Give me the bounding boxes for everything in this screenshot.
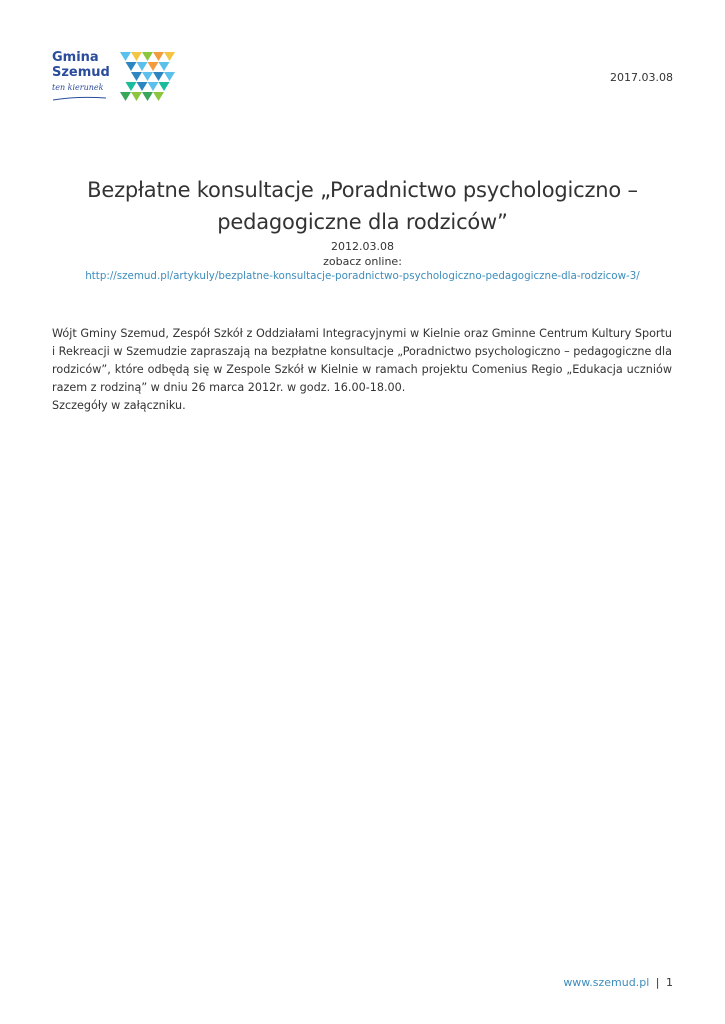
print-date: 2017.03.08 [610,71,673,84]
logo-line-2: Szemud [52,65,110,80]
page-footer [563,976,673,989]
triangle-mosaic-icon [120,52,176,102]
see-online-label: zobacz online: [323,255,402,268]
article-paragraph: Wójt Gminy Szemud, Zespół Szkół z Oddziałami Integracyjnymi w Kielnie oraz Gminne Centrum Kultury Sportu i Rekreacji w Szemudzie zapraszają na bezpłatne konsultacje „Poradnictwo psychologiczno – pedagogiczne dla rodziców”, które odbędą się w Zespole Szkół w Kielnie w ramach projektu Comenius Regio „Edukacja uczniów razem z rodziną” w dniu 26 marca 2012r. w godz. 16.00-18.00. [52,327,672,394]
logo-line-1: Gmina [52,50,99,65]
article-note: Szczegóły w załączniku. [52,399,186,412]
gmina-szemud-logo [52,50,182,105]
footer-separator: | [655,976,660,989]
article-body [52,325,672,415]
article-url-link[interactable]: http://szemud.pl/artykuly/bezplatne-konsultacje-poradnictwo-psychologiczno-pedagogiczne-dla-rodzicow-3/ [85,270,640,282]
logo-wordmark [52,50,122,92]
logo-tagline: ten kierunek [52,83,104,92]
footer-site-link[interactable]: www.szemud.pl [563,976,650,989]
article-meta [30,239,695,284]
article-title: Bezpłatne konsultacje „Poradnictwo psychologiczno – pedagogiczne dla rodziców” [87,178,638,234]
article-date: 2012.03.08 [331,240,394,253]
page-number: 1 [666,976,673,989]
logo-swoosh-icon [52,96,107,101]
